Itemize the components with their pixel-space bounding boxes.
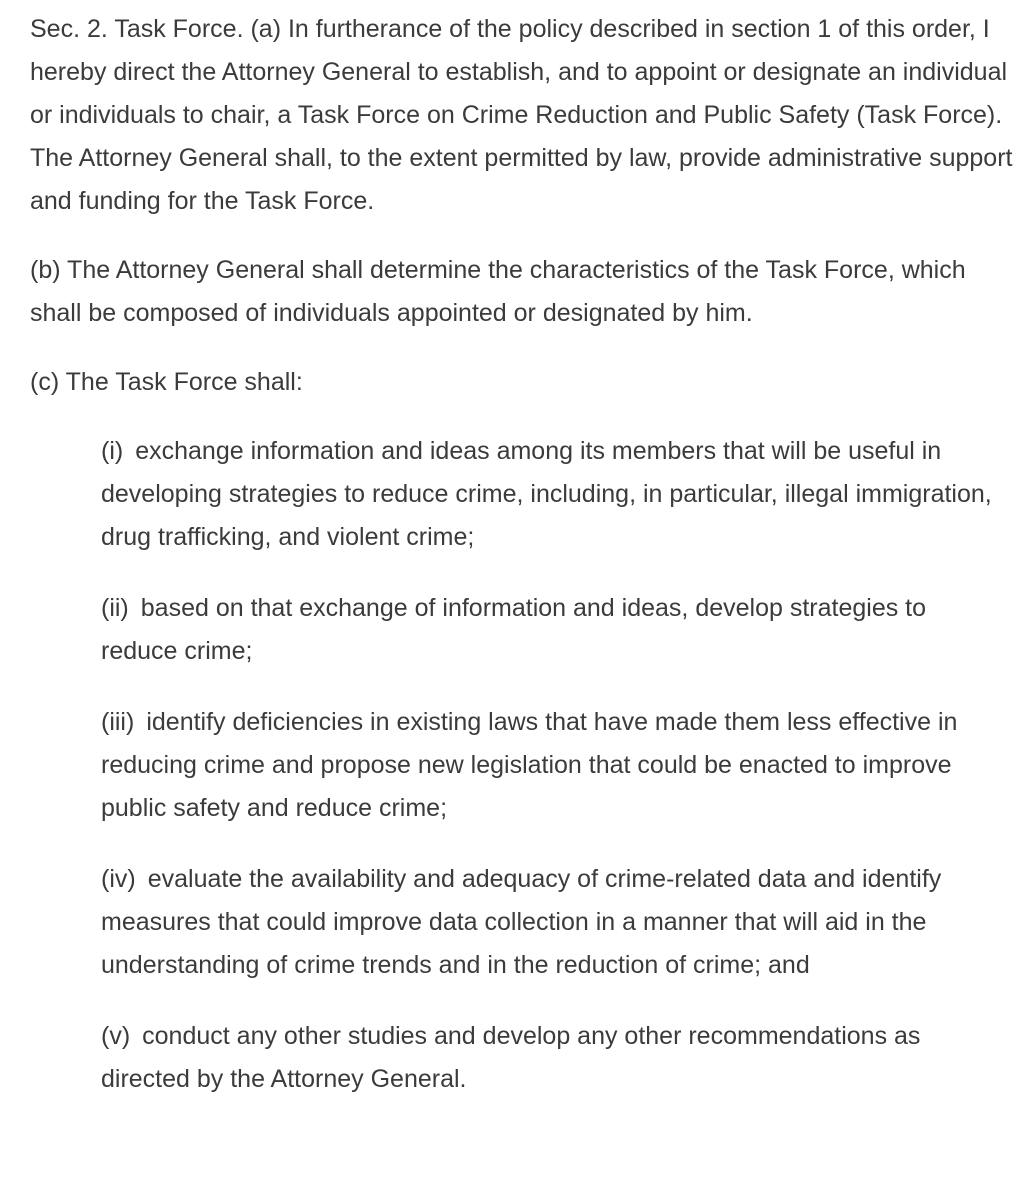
- item-marker: (v): [101, 1022, 131, 1050]
- task-list: [101, 430, 1001, 1101]
- paragraph-c: (c) The Task Force shall:: [30, 368, 303, 396]
- list-item: [101, 858, 1001, 987]
- list-item: [101, 701, 1001, 830]
- item-marker: (ii): [101, 594, 129, 622]
- item-marker: (iii): [101, 708, 135, 736]
- item-text: conduct any other studies and develop any other recommendations as directed by the Attorney General.: [101, 1022, 921, 1093]
- list-item: [101, 430, 1001, 559]
- item-text: evaluate the availability and adequacy of crime-related data and identify measures that could improve data collection in a manner that will aid in the understanding of crime trends and in the reduction of crime; and: [101, 865, 942, 979]
- list-item: [101, 1015, 1001, 1101]
- document-body: [30, 8, 1020, 1129]
- item-marker: (iv): [101, 865, 136, 893]
- item-marker: (i): [101, 437, 124, 465]
- paragraph-b: (b) The Attorney General shall determine the characteristics of the Task Force, which shall be composed of individuals appointed or designated by him.: [30, 256, 966, 327]
- item-text: based on that exchange of information and ideas, develop strategies to reduce crime;: [101, 594, 927, 665]
- item-text: identify deficiencies in existing laws that have made them less effective in reducing crime and propose new legislation that could be enacted to improve public safety and reduce crime;: [101, 708, 958, 822]
- item-text: exchange information and ideas among its members that will be useful in developing strategies to reduce crime, including, in particular, illegal immigration, drug trafficking, and violent crime;: [101, 437, 992, 551]
- list-item: [101, 587, 1001, 673]
- paragraph-a: Sec. 2. Task Force. (a) In furtherance of the policy described in section 1 of this order, I hereby direct the Attorney General to establish, and to appoint or designate an individual or individuals to chair, a Task Force on Crime Reduction and Public Safety (Task Force). The Attorney General shall, to the extent permitted by law, provide administrative support and funding for the Task Force.: [30, 15, 1013, 215]
